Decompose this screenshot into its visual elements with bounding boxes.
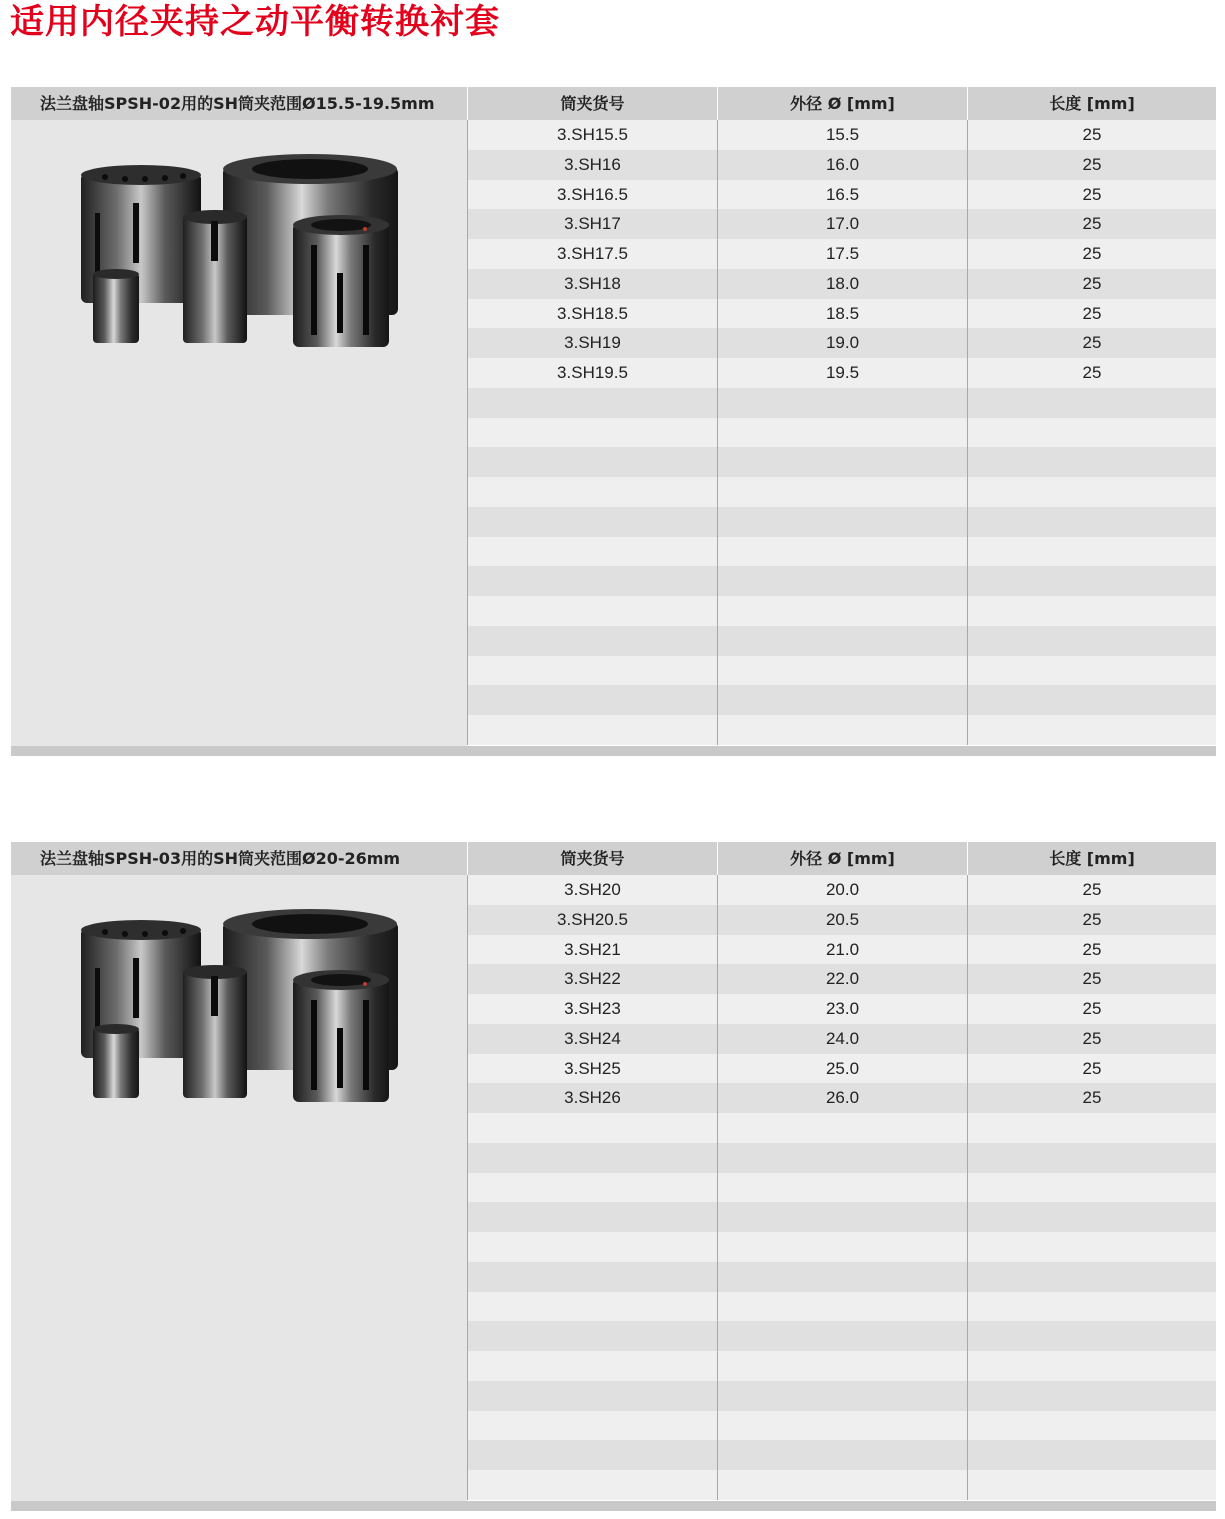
table-body (467, 875, 1216, 1500)
column-header-length: 长度 [mm] (967, 87, 1216, 120)
cell-part-no: 3.SH17 (467, 209, 717, 239)
cell-length: 25 (967, 935, 1216, 965)
cell-outer-diameter (717, 1113, 967, 1143)
cell-part-no (467, 1292, 717, 1322)
cell-part-no (467, 1143, 717, 1173)
cell-outer-diameter (717, 1411, 967, 1441)
collet-sleeves-illustration (75, 153, 400, 348)
table-row (467, 328, 1216, 358)
cell-outer-diameter: 19.0 (717, 328, 967, 358)
table-row (467, 596, 1216, 626)
cell-outer-diameter (717, 1173, 967, 1203)
column-header-part-no: 筒夹货号 (467, 87, 717, 120)
cell-outer-diameter: 25.0 (717, 1054, 967, 1084)
product-image-panel (11, 120, 467, 746)
table-row (467, 1173, 1216, 1203)
table-row (467, 1470, 1216, 1500)
cell-outer-diameter (717, 656, 967, 686)
table-row (467, 935, 1216, 965)
cell-outer-diameter (717, 1351, 967, 1381)
cell-length (967, 1292, 1216, 1322)
cell-outer-diameter: 16.5 (717, 180, 967, 210)
table-row (467, 269, 1216, 299)
table-body (467, 120, 1216, 745)
table-row (467, 1024, 1216, 1054)
cell-part-no (467, 418, 717, 448)
cell-outer-diameter (717, 477, 967, 507)
column-header-part-no: 筒夹货号 (467, 842, 717, 875)
cell-outer-diameter: 23.0 (717, 994, 967, 1024)
cell-length: 25 (967, 209, 1216, 239)
cell-part-no (467, 447, 717, 477)
cell-length: 25 (967, 299, 1216, 329)
table-row (467, 1113, 1216, 1143)
cell-length: 25 (967, 328, 1216, 358)
cell-length (967, 507, 1216, 537)
cell-part-no: 3.SH20 (467, 875, 717, 905)
cell-part-no (467, 1232, 717, 1262)
cell-outer-diameter (717, 537, 967, 567)
page-title: 适用内径夹持之动平衡转换衬套 (10, 2, 500, 42)
cell-part-no: 3.SH23 (467, 994, 717, 1024)
table-header (11, 87, 1216, 120)
cell-length (967, 1440, 1216, 1470)
cell-part-no (467, 685, 717, 715)
cell-part-no (467, 596, 717, 626)
cell-outer-diameter (717, 447, 967, 477)
cell-part-no (467, 1411, 717, 1441)
cell-outer-diameter (717, 1143, 967, 1173)
cell-outer-diameter (717, 1321, 967, 1351)
table-row (467, 150, 1216, 180)
cell-outer-diameter (717, 1262, 967, 1292)
cell-part-no (467, 1381, 717, 1411)
cell-part-no: 3.SH20.5 (467, 905, 717, 935)
cell-length: 25 (967, 358, 1216, 388)
cell-part-no: 3.SH18.5 (467, 299, 717, 329)
cell-length (967, 656, 1216, 686)
cell-part-no (467, 1262, 717, 1292)
cell-length (967, 715, 1216, 745)
cell-part-no: 3.SH26 (467, 1083, 717, 1113)
cell-outer-diameter (717, 507, 967, 537)
table-row (467, 1232, 1216, 1262)
cell-length: 25 (967, 1024, 1216, 1054)
cell-outer-diameter (717, 1470, 967, 1500)
cell-length (967, 1351, 1216, 1381)
cell-length (967, 626, 1216, 656)
cell-length: 25 (967, 994, 1216, 1024)
cell-length: 25 (967, 964, 1216, 994)
cell-outer-diameter: 17.0 (717, 209, 967, 239)
cell-length (967, 418, 1216, 448)
cell-part-no: 3.SH24 (467, 1024, 717, 1054)
cell-part-no (467, 656, 717, 686)
table-row (467, 1143, 1216, 1173)
cell-length: 25 (967, 239, 1216, 269)
table-row (467, 1292, 1216, 1322)
cell-part-no: 3.SH16 (467, 150, 717, 180)
collet-sleeves-photo (75, 908, 400, 1103)
cell-part-no (467, 507, 717, 537)
cell-outer-diameter: 15.5 (717, 120, 967, 150)
cell-part-no (467, 626, 717, 656)
cell-length (967, 596, 1216, 626)
cell-part-no (467, 566, 717, 596)
section-caption: 法兰盘轴SPSH-03用的SH筒夹范围Ø20-26mm (40, 849, 401, 868)
table-row (467, 1262, 1216, 1292)
cell-outer-diameter: 16.0 (717, 150, 967, 180)
table-row (467, 180, 1216, 210)
cell-length (967, 1202, 1216, 1232)
cell-outer-diameter (717, 566, 967, 596)
table-row (467, 388, 1216, 418)
table-row (467, 537, 1216, 567)
cell-outer-diameter: 20.5 (717, 905, 967, 935)
table-row (467, 299, 1216, 329)
table-row (467, 1440, 1216, 1470)
cell-length: 25 (967, 269, 1216, 299)
table-row (467, 566, 1216, 596)
cell-outer-diameter (717, 1292, 967, 1322)
cell-length (967, 685, 1216, 715)
cell-length (967, 537, 1216, 567)
cell-part-no: 3.SH15.5 (467, 120, 717, 150)
cell-part-no: 3.SH25 (467, 1054, 717, 1084)
table-row (467, 715, 1216, 745)
cell-part-no: 3.SH17.5 (467, 239, 717, 269)
cell-outer-diameter: 18.5 (717, 299, 967, 329)
cell-part-no (467, 715, 717, 745)
cell-outer-diameter: 24.0 (717, 1024, 967, 1054)
table-section-spsh-03 (11, 842, 1216, 1511)
cell-part-no: 3.SH19 (467, 328, 717, 358)
cell-part-no: 3.SH22 (467, 964, 717, 994)
table-section-spsh-02 (11, 87, 1216, 756)
table-row (467, 507, 1216, 537)
cell-part-no (467, 1351, 717, 1381)
cell-length: 25 (967, 180, 1216, 210)
cell-part-no (467, 1321, 717, 1351)
cell-part-no: 3.SH16.5 (467, 180, 717, 210)
cell-length: 25 (967, 150, 1216, 180)
cell-outer-diameter (717, 626, 967, 656)
table-row (467, 685, 1216, 715)
table-row (467, 656, 1216, 686)
table-row (467, 905, 1216, 935)
table-row (467, 1202, 1216, 1232)
cell-length (967, 1143, 1216, 1173)
cell-part-no (467, 1470, 717, 1500)
cell-outer-diameter (717, 388, 967, 418)
product-image-panel (11, 875, 467, 1501)
column-header-outer-diameter: 外径 Ø [mm] (717, 87, 967, 120)
column-header-length: 长度 [mm] (967, 842, 1216, 875)
cell-length: 25 (967, 120, 1216, 150)
cell-outer-diameter (717, 685, 967, 715)
cell-part-no (467, 1440, 717, 1470)
cell-outer-diameter (717, 715, 967, 745)
cell-outer-diameter: 26.0 (717, 1083, 967, 1113)
cell-outer-diameter (717, 1202, 967, 1232)
cell-length (967, 1232, 1216, 1262)
cell-outer-diameter (717, 1232, 967, 1262)
table-row (467, 1083, 1216, 1113)
section-bottom-bar (11, 1501, 1216, 1511)
cell-length: 25 (967, 875, 1216, 905)
table-row (467, 994, 1216, 1024)
cell-part-no (467, 1173, 717, 1203)
cell-length (967, 1173, 1216, 1203)
cell-length (967, 1470, 1216, 1500)
cell-outer-diameter: 21.0 (717, 935, 967, 965)
cell-length (967, 1321, 1216, 1351)
table-row (467, 964, 1216, 994)
section-caption: 法兰盘轴SPSH-02用的SH筒夹范围Ø15.5-19.5mm (40, 94, 435, 113)
cell-part-no: 3.SH18 (467, 269, 717, 299)
table-row (467, 1411, 1216, 1441)
cell-outer-diameter: 18.0 (717, 269, 967, 299)
cell-part-no (467, 477, 717, 507)
cell-length (967, 447, 1216, 477)
cell-part-no: 3.SH19.5 (467, 358, 717, 388)
collet-sleeves-illustration (75, 908, 400, 1103)
cell-length: 25 (967, 1083, 1216, 1113)
cell-outer-diameter (717, 1440, 967, 1470)
cell-part-no (467, 388, 717, 418)
cell-length (967, 1113, 1216, 1143)
table-row (467, 1321, 1216, 1351)
cell-length (967, 1381, 1216, 1411)
cell-outer-diameter: 17.5 (717, 239, 967, 269)
table-row (467, 120, 1216, 150)
cell-length (967, 388, 1216, 418)
table-row (467, 447, 1216, 477)
cell-outer-diameter: 19.5 (717, 358, 967, 388)
table-row (467, 875, 1216, 905)
table-row (467, 1351, 1216, 1381)
cell-part-no: 3.SH21 (467, 935, 717, 965)
collet-sleeves-photo (75, 153, 400, 348)
table-row (467, 477, 1216, 507)
table-row (467, 239, 1216, 269)
table-row (467, 418, 1216, 448)
cell-length (967, 477, 1216, 507)
cell-length (967, 566, 1216, 596)
cell-part-no (467, 1113, 717, 1143)
cell-length (967, 1411, 1216, 1441)
table-row (467, 1054, 1216, 1084)
table-row (467, 358, 1216, 388)
cell-outer-diameter (717, 1381, 967, 1411)
cell-part-no (467, 1202, 717, 1232)
table-header (11, 842, 1216, 875)
cell-outer-diameter: 22.0 (717, 964, 967, 994)
table-row (467, 1381, 1216, 1411)
column-header-outer-diameter: 外径 Ø [mm] (717, 842, 967, 875)
section-bottom-bar (11, 746, 1216, 756)
cell-part-no (467, 537, 717, 567)
cell-outer-diameter (717, 418, 967, 448)
cell-length: 25 (967, 1054, 1216, 1084)
table-row (467, 209, 1216, 239)
table-row (467, 626, 1216, 656)
cell-outer-diameter: 20.0 (717, 875, 967, 905)
cell-length: 25 (967, 905, 1216, 935)
cell-length (967, 1262, 1216, 1292)
cell-outer-diameter (717, 596, 967, 626)
